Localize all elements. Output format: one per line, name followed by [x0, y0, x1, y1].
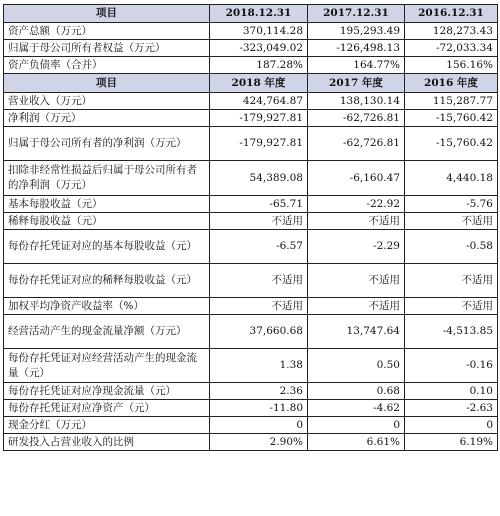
cell-value: -11.80	[210, 400, 308, 417]
cell-value: 0.68	[308, 383, 405, 400]
row-label: 每份存托凭证对应的基本每股收益（元）	[4, 230, 210, 264]
cell-value: 不适用	[308, 298, 405, 315]
cell-value: -126,498.13	[308, 40, 405, 57]
table-row	[4, 127, 498, 161]
cell-value: 37,660.68	[210, 315, 308, 349]
row-label: 稀释每股收益（元）	[4, 213, 210, 230]
cell-value: -179,927.81	[210, 110, 308, 127]
table-row	[4, 230, 498, 264]
cell-value: 1.38	[210, 349, 308, 383]
cell-value: 195,293.49	[308, 23, 405, 40]
cell-value: -4,513.85	[405, 315, 498, 349]
row-label: 资产总额（万元）	[4, 23, 210, 40]
cell-value: 6.61%	[308, 434, 405, 451]
cell-value: 164.77%	[308, 57, 405, 74]
financial-summary-table	[3, 4, 498, 451]
table-row	[4, 23, 498, 40]
table-row	[4, 349, 498, 383]
cell-value: 156.16%	[405, 57, 498, 74]
row-label: 归属于母公司所有者的净利润（万元）	[4, 127, 210, 161]
row-label: 每份存托凭证对应净现金流量（元）	[4, 383, 210, 400]
table-subheader-row	[4, 74, 498, 93]
row-label: 基本每股收益（元）	[4, 196, 210, 213]
header-col-2018: 2018.12.31	[210, 5, 308, 23]
table-row	[4, 57, 498, 74]
cell-value: 370,114.28	[210, 23, 308, 40]
table-row	[4, 383, 498, 400]
cell-value: 128,273.43	[405, 23, 498, 40]
cell-value: 4,440.18	[405, 161, 498, 196]
row-label: 每份存托凭证对应净资产（元）	[4, 400, 210, 417]
table-header-row	[4, 5, 498, 23]
cell-value: 不适用	[210, 298, 308, 315]
row-label: 每份存托凭证对应经营活动产生的现金流量（元）	[4, 349, 210, 383]
cell-value: 13,747.64	[308, 315, 405, 349]
row-label: 加权平均净资产收益率（%）	[4, 298, 210, 315]
cell-value: -2.29	[308, 230, 405, 264]
cell-value: -4.62	[308, 400, 405, 417]
cell-value: 不适用	[405, 213, 498, 230]
cell-value: 2.36	[210, 383, 308, 400]
table-row	[4, 196, 498, 213]
table-row	[4, 315, 498, 349]
cell-value: -0.16	[405, 349, 498, 383]
cell-value: 2.90%	[210, 434, 308, 451]
row-label: 净利润（万元）	[4, 110, 210, 127]
cell-value: -15,760.42	[405, 127, 498, 161]
cell-value: 0	[308, 417, 405, 434]
cell-value: -5.76	[405, 196, 498, 213]
cell-value: -22.92	[308, 196, 405, 213]
cell-value: 0.50	[308, 349, 405, 383]
table-row	[4, 110, 498, 127]
header-col-2016: 2016.12.31	[405, 5, 498, 23]
row-label: 营业收入（万元）	[4, 93, 210, 110]
cell-value: 不适用	[210, 264, 308, 298]
table-row	[4, 213, 498, 230]
cell-value: 不适用	[308, 264, 405, 298]
cell-value: 54,389.08	[210, 161, 308, 196]
row-label: 每份存托凭证对应的稀释每股收益（元）	[4, 264, 210, 298]
cell-value: 0.10	[405, 383, 498, 400]
cell-value: -65.71	[210, 196, 308, 213]
table-row	[4, 417, 498, 434]
cell-value: 不适用	[405, 264, 498, 298]
cell-value: -15,760.42	[405, 110, 498, 127]
header-item-cell: 项目	[4, 5, 210, 23]
cell-value: -62,726.81	[308, 110, 405, 127]
row-label: 现金分红（万元）	[4, 417, 210, 434]
table-row	[4, 298, 498, 315]
cell-value: -6,160.47	[308, 161, 405, 196]
cell-value: 不适用	[405, 298, 498, 315]
cell-value: 不适用	[308, 213, 405, 230]
cell-value: -179,927.81	[210, 127, 308, 161]
cell-value: 187.28%	[210, 57, 308, 74]
subheader-col-2017: 2017 年度	[308, 74, 405, 93]
financial-table-container	[3, 4, 497, 451]
row-label: 归属于母公司所有者权益（万元）	[4, 40, 210, 57]
row-label: 资产负债率（合并）	[4, 57, 210, 74]
table-row	[4, 40, 498, 57]
cell-value: 424,764.87	[210, 93, 308, 110]
row-label: 扣除非经常性损益后归属于母公司所有者的净利润（万元）	[4, 161, 210, 196]
cell-value: 115,287.77	[405, 93, 498, 110]
cell-value: -2.63	[405, 400, 498, 417]
cell-value: 0	[210, 417, 308, 434]
cell-value: -72,033.34	[405, 40, 498, 57]
cell-value: -0.58	[405, 230, 498, 264]
table-row	[4, 400, 498, 417]
cell-value: 不适用	[210, 213, 308, 230]
cell-value: 138,130.14	[308, 93, 405, 110]
cell-value: 6.19%	[405, 434, 498, 451]
cell-value: -6.57	[210, 230, 308, 264]
cell-value: 0	[405, 417, 498, 434]
header-col-2017: 2017.12.31	[308, 5, 405, 23]
table-row	[4, 264, 498, 298]
row-label: 研发投入占营业收入的比例	[4, 434, 210, 451]
subheader-col-2016: 2016 年度	[405, 74, 498, 93]
table-row	[4, 93, 498, 110]
table-row	[4, 434, 498, 451]
cell-value: -323,049.02	[210, 40, 308, 57]
subheader-item-cell: 项目	[4, 74, 210, 93]
table-row	[4, 161, 498, 196]
cell-value: -62,726.81	[308, 127, 405, 161]
row-label: 经营活动产生的现金流量净额（万元）	[4, 315, 210, 349]
subheader-col-2018: 2018 年度	[210, 74, 308, 93]
